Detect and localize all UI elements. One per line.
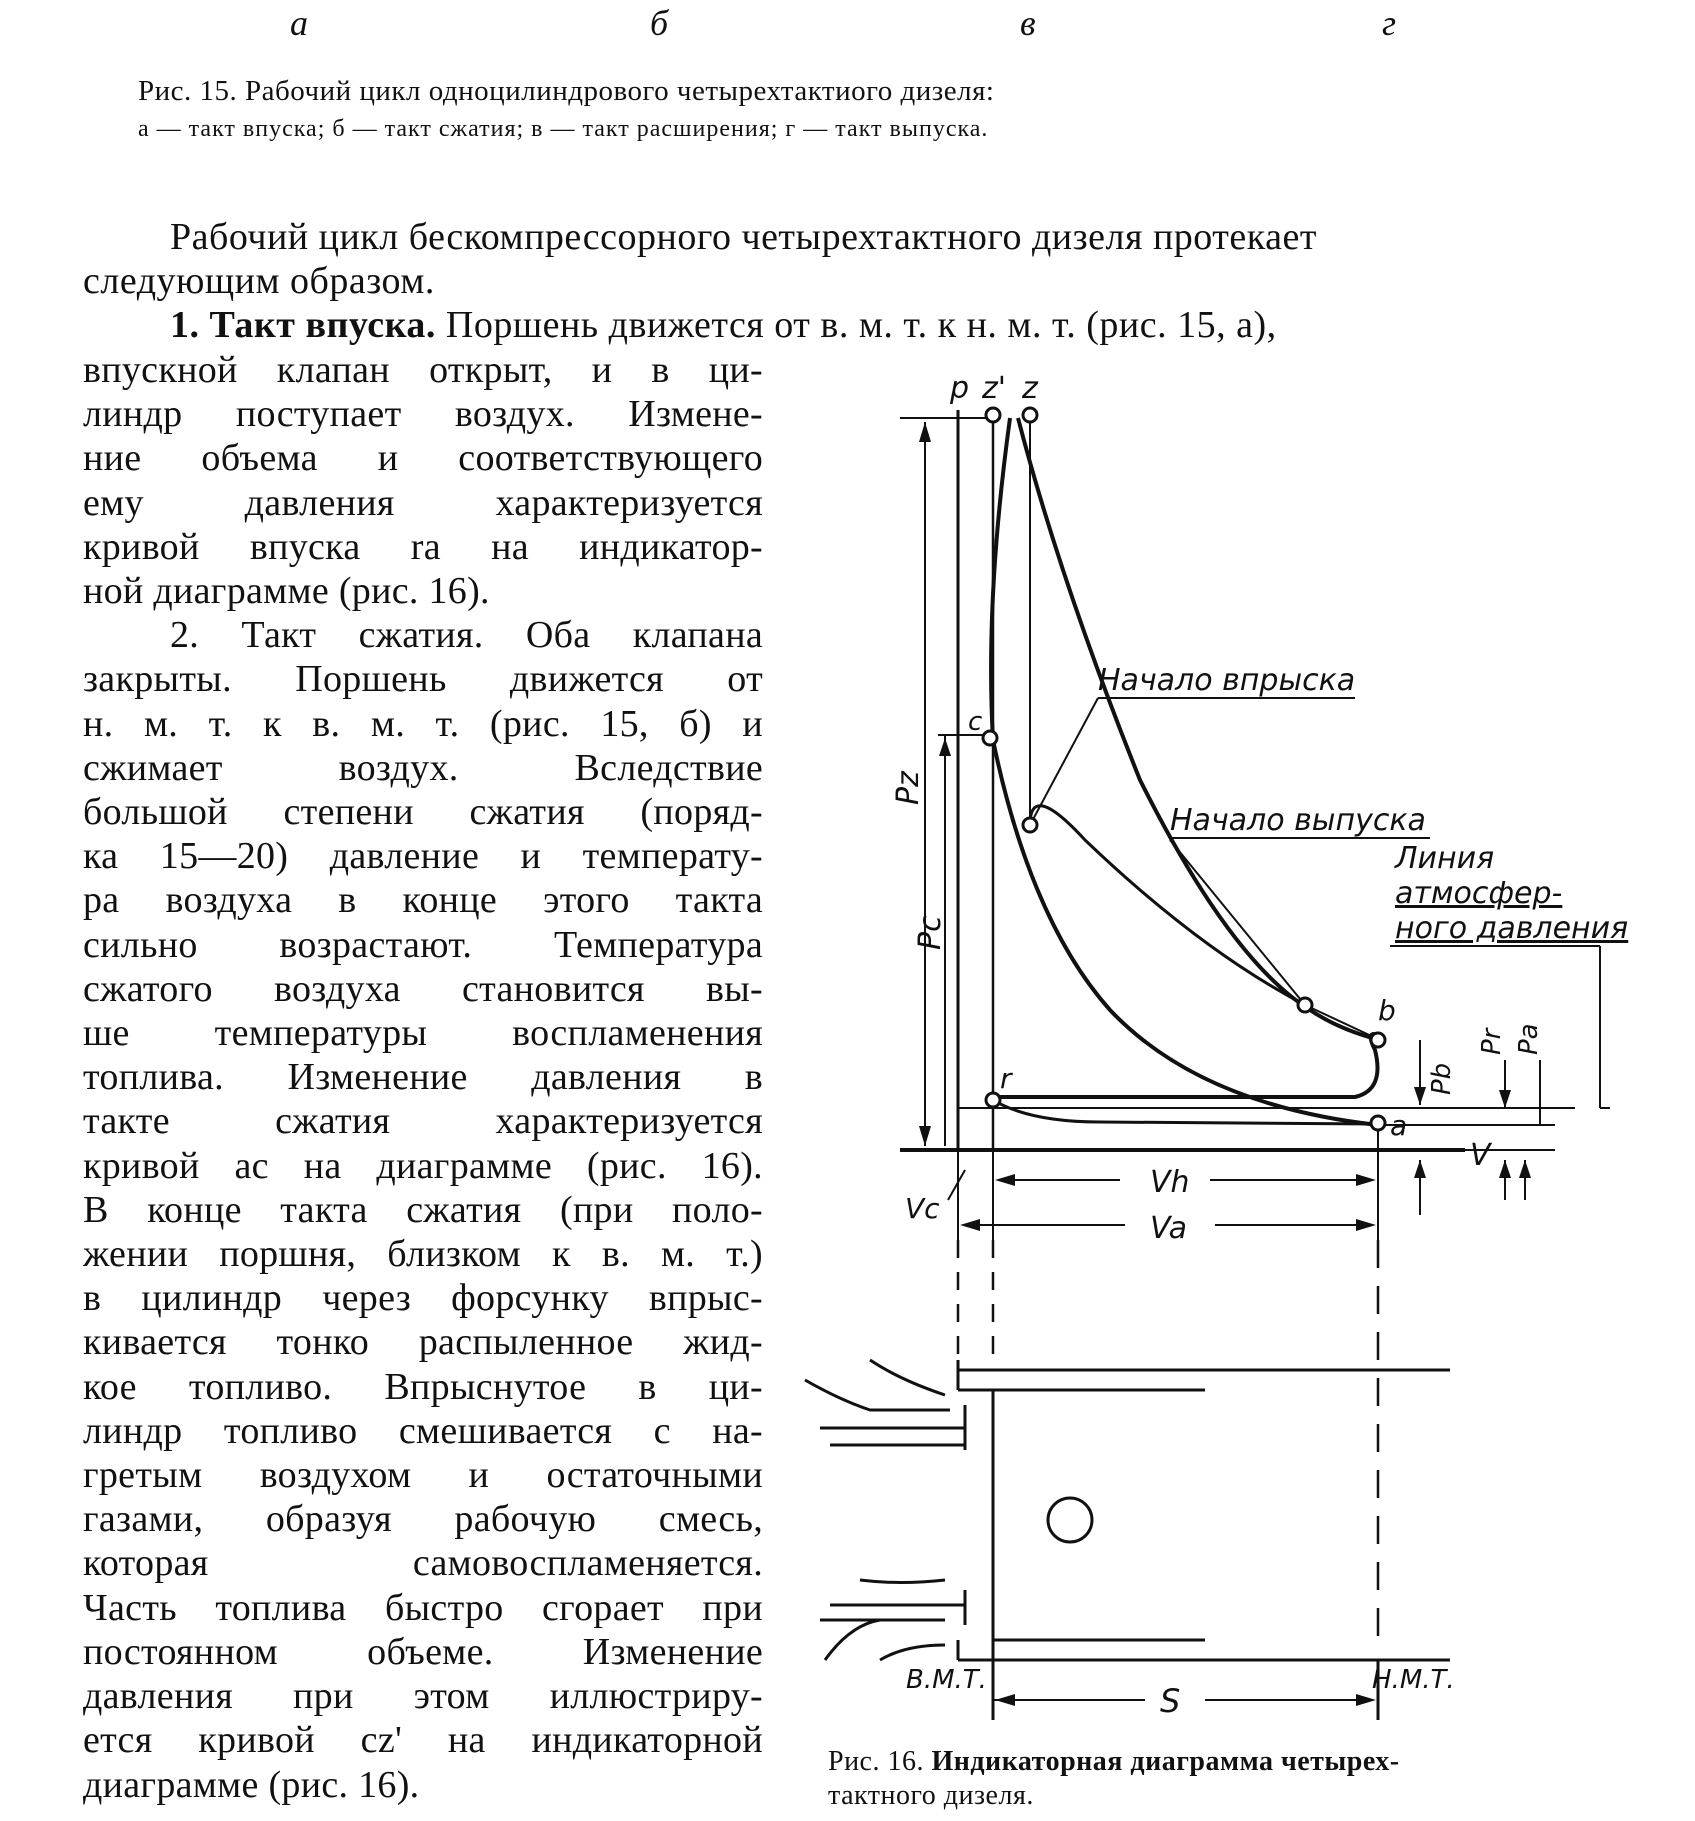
label-va: Va — [1150, 1211, 1187, 1246]
fig15-label-a: а — [290, 3, 308, 43]
annotation-atm-line-3: ного давления — [1395, 911, 1629, 946]
figure16-caption-title: Индикаторная диаграмма четырех- — [931, 1746, 1400, 1777]
label-z: z — [1022, 371, 1038, 406]
column-line: впускной клапан открыт, и в ци- — [83, 349, 763, 391]
label-pr: Pr — [1477, 1028, 1507, 1055]
label-c: c — [968, 707, 983, 737]
figure16-caption — [828, 1745, 1400, 1813]
column-line: В конце такта сжатия (при поло- — [83, 1188, 763, 1231]
point-a — [1371, 1116, 1385, 1130]
column-line: постоянном объеме. Изменение — [83, 1630, 763, 1673]
annotation-injection-start: Начало впрыска — [1098, 663, 1356, 698]
label-a: a — [1390, 1109, 1408, 1142]
annotation-exhaust-start: Начало выпуска — [1170, 803, 1426, 838]
column-line: кривой впуска ra на индикатор- — [83, 525, 763, 568]
figure15-caption-line1: Рис. 15. Рабочий цикл одноцилиндрового четырехтактиого дизеля: — [138, 75, 995, 107]
label-p: p — [950, 371, 970, 406]
point-exhaust-start — [1298, 998, 1312, 1012]
point-c — [983, 731, 997, 745]
column-line: Часть топлива быстро сгорает при — [83, 1586, 763, 1629]
column-line: диаграмме (рис. 16). — [83, 1763, 420, 1806]
column-line: линдр топливо смешивается с на- — [83, 1409, 763, 1452]
column-line: закрыты. Поршень движется от — [83, 658, 763, 701]
column-line: ние объема и соответствующего — [83, 437, 763, 480]
column-line: давления при этом иллюстриру- — [83, 1675, 763, 1718]
column-line: газами, образуя рабочую смесь, — [83, 1498, 763, 1541]
column-line: кривой ac на диаграмме (рис. 16). — [83, 1144, 763, 1187]
column-line: ше температуры воспламенения — [83, 1012, 763, 1055]
annotation-atm-line-2: атмосфер- — [1395, 876, 1563, 911]
column-line: большой степени сжатия (поряд- — [83, 791, 763, 834]
column-line: кое топливо. Впрыснутое в ци- — [83, 1365, 763, 1408]
column-line: сильно возрастают. Температура — [83, 923, 763, 966]
column-line: ему давления характеризуется — [83, 481, 763, 524]
column-line: ра воздуха в конце этого такта — [83, 879, 763, 922]
point-z-prime — [986, 408, 1000, 422]
column-line: сжатого воздуха становится вы- — [83, 967, 763, 1010]
column-line: сжимает воздух. Вследствие — [83, 746, 763, 789]
column-line: топлива. Изменение давления в — [83, 1056, 763, 1099]
column-line: гретым воздухом и остаточными — [83, 1454, 763, 1497]
column-line: ка 15—20) давление и температу- — [83, 835, 763, 878]
label-r: r — [1000, 1062, 1012, 1095]
column-line: в цилиндр через форсунку впрыс- — [83, 1277, 763, 1320]
intro-line1: Рабочий цикл бескомпрессорного четырехтактного дизеля протекает — [170, 216, 1317, 258]
fig15-label-b: б — [650, 3, 669, 43]
point-b — [1371, 1033, 1385, 1047]
figure16-caption-num: Рис. 16. — [828, 1746, 924, 1777]
column-line: н. м. т. к в. м. т. (рис. 15, б) и — [83, 702, 763, 745]
label-z-prime: z' — [982, 371, 1006, 406]
label-vmt: В.М.Т. — [906, 1665, 987, 1695]
label-s: S — [1160, 1682, 1181, 1720]
column-line: жении поршня, близком к в. м. т.) — [83, 1233, 763, 1276]
fig15-label-v: в — [1020, 3, 1036, 43]
point-r — [986, 1093, 1000, 1107]
item1-text: Поршень движется от в. м. т. к н. м. т. (рис. 15, а), — [445, 304, 1277, 346]
label-pb: Pb — [1427, 1062, 1457, 1095]
label-vh: Vh — [1150, 1165, 1190, 1200]
column-line-item2: 2. Такт сжатия. Оба клапана — [170, 614, 763, 657]
column-line: линдр поступает воздух. Измене- — [83, 393, 763, 436]
point-injection-start — [1023, 818, 1037, 832]
point-z — [1023, 408, 1037, 422]
figure15-caption-line2: а — такт впуска; б — такт сжатия; в — такт расширения; г — такт выпуска. — [138, 116, 989, 142]
column-line: кивается тонко распыленное жид- — [83, 1321, 763, 1364]
label-pc: Pc — [913, 915, 948, 950]
column-line: ной диаграмме (рис. 16). — [83, 570, 490, 613]
intro-line2: следующим образом. — [83, 260, 435, 302]
label-pz: Pz — [891, 771, 926, 805]
label-nmt: Н.М.Т. — [1372, 1665, 1455, 1695]
fig15-label-g: г — [1382, 3, 1397, 43]
annotation-atm-line-1: Линия — [1395, 841, 1495, 876]
label-b: b — [1378, 994, 1396, 1027]
label-vc: Vc — [905, 1192, 940, 1225]
column-line: ется кривой cz' на индикаторной — [83, 1719, 763, 1762]
column-line: которая самовоспламеняется. — [83, 1542, 763, 1585]
label-v: V — [1470, 1138, 1491, 1173]
figure16-caption-line2: тактного дизеля. — [828, 1780, 1034, 1811]
item1-heading: 1. Такт впуска. — [170, 304, 436, 346]
column-line: такте сжатия характеризуется — [83, 1100, 763, 1143]
label-pa: Pa — [1514, 1023, 1544, 1055]
